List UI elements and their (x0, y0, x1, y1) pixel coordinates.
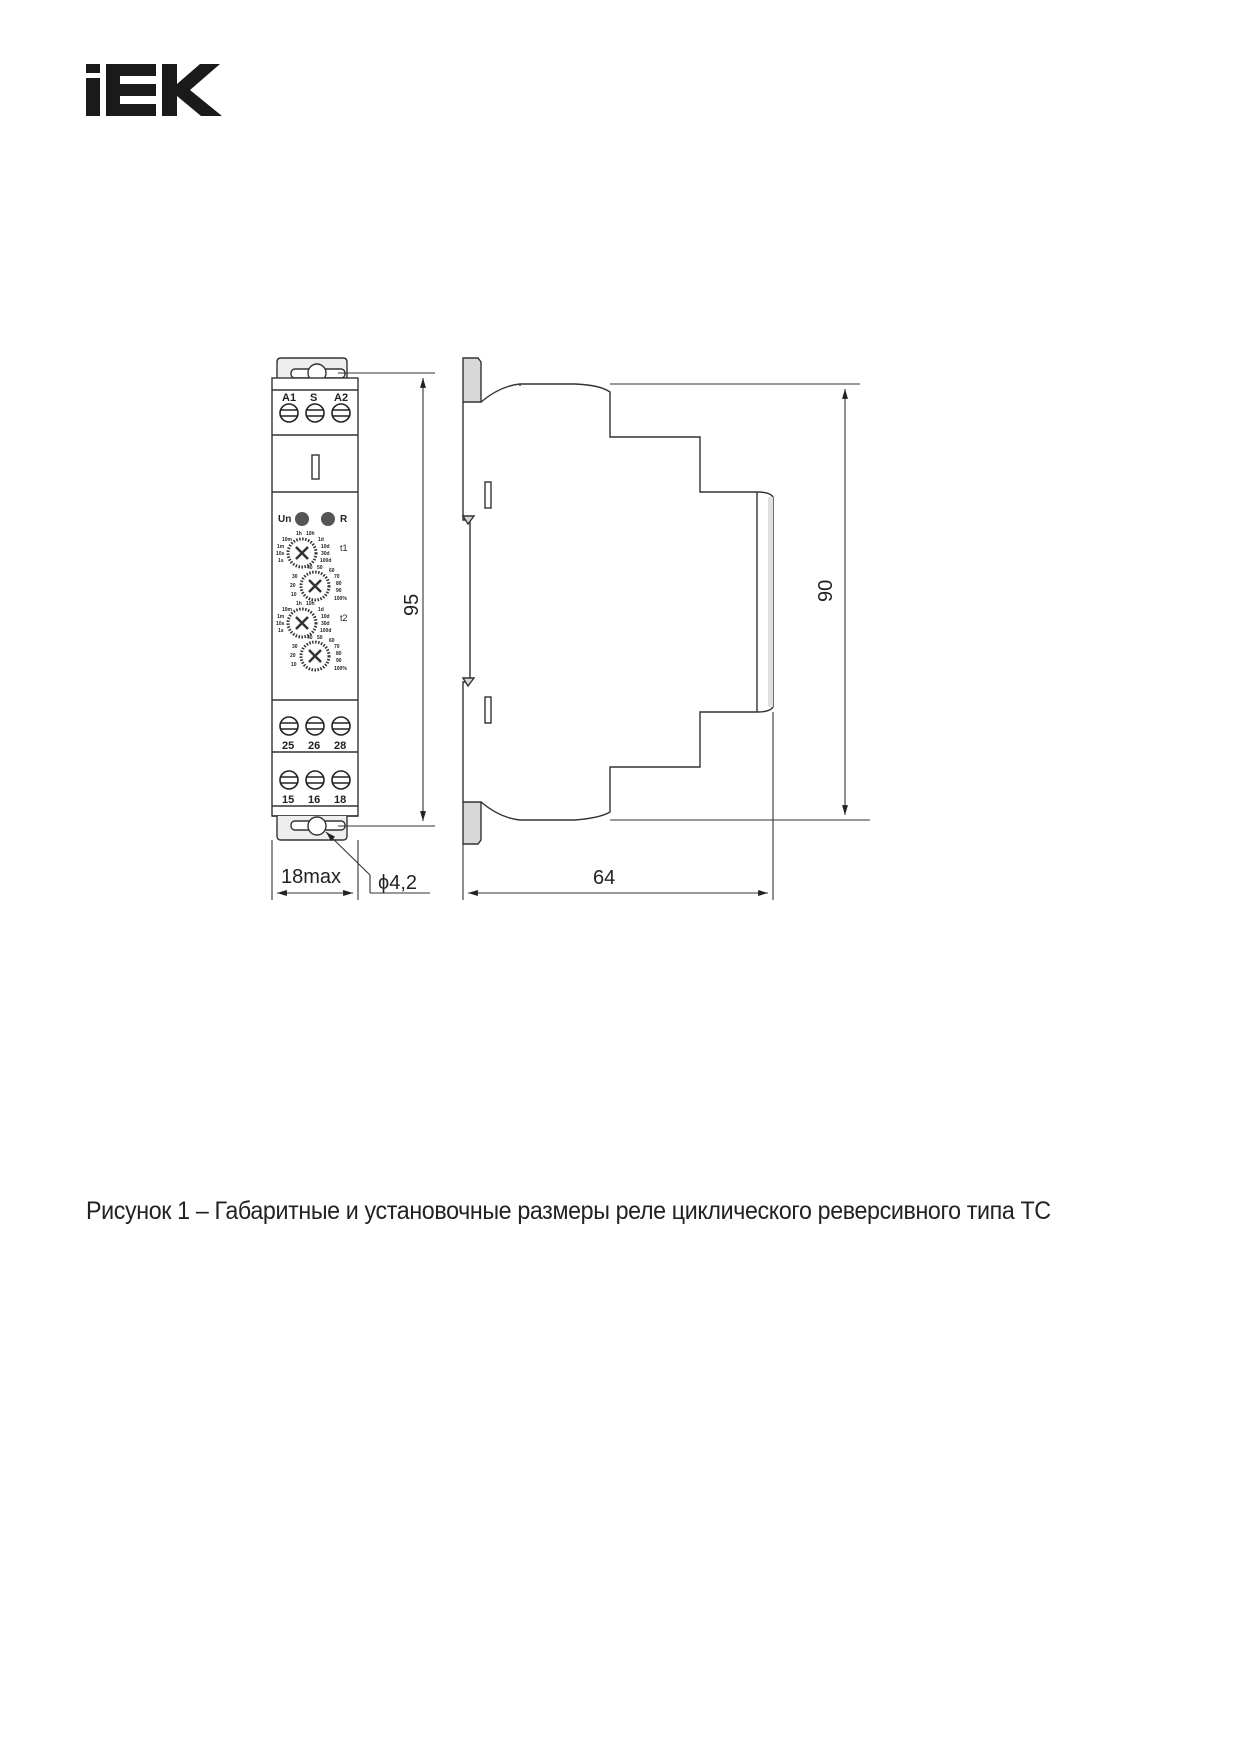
terminal-label-25: 25 (282, 740, 295, 752)
terminal-label-18: 18 (334, 794, 347, 806)
svg-text:10s: 10s (276, 551, 285, 557)
dim-rail-90: 90 (815, 579, 837, 602)
svg-text:10s: 10s (276, 621, 285, 627)
svg-text:10: 10 (291, 592, 297, 598)
terminal-label-a1: A1 (282, 392, 297, 404)
svg-text:10d: 10d (321, 614, 330, 620)
svg-text:1m: 1m (277, 614, 285, 620)
led-label-un: Un (278, 514, 292, 525)
svg-text:70: 70 (334, 644, 340, 650)
dial-label-t2: t2 (340, 613, 348, 623)
svg-text:10m: 10m (282, 607, 293, 613)
svg-text:90: 90 (336, 588, 342, 594)
dim-height-95: 95 (401, 593, 423, 616)
svg-text:1s: 1s (278, 628, 284, 634)
svg-text:30d: 30d (321, 621, 330, 627)
svg-text:1s: 1s (278, 558, 284, 564)
led-un (295, 512, 309, 526)
svg-text:1h: 1h (296, 531, 302, 537)
svg-text:80: 80 (336, 651, 342, 657)
bottom-mount-hole (308, 817, 326, 835)
svg-text:30: 30 (292, 644, 298, 650)
terminal-label-a2: A2 (334, 392, 349, 404)
top-screws (280, 404, 350, 422)
svg-text:40: 40 (307, 565, 313, 571)
svg-text:60: 60 (329, 568, 335, 574)
svg-text:20: 20 (290, 653, 296, 659)
svg-text:1m: 1m (277, 544, 285, 550)
svg-text:100%: 100% (334, 596, 347, 602)
terminal-label-16: 16 (308, 794, 321, 806)
svg-text:10h: 10h (306, 531, 315, 537)
svg-text:100d: 100d (320, 558, 332, 564)
svg-text:30d: 30d (321, 551, 330, 557)
svg-text:30: 30 (292, 574, 298, 580)
svg-text:50: 50 (317, 635, 323, 641)
svg-text:20: 20 (290, 583, 296, 589)
svg-text:70: 70 (334, 574, 340, 580)
svg-text:1d: 1d (318, 607, 324, 613)
side-view (463, 358, 773, 844)
figure-caption: Рисунок 1 – Габаритные и установочные размеры реле циклического реверсивного типа ТС (86, 1197, 1051, 1225)
svg-text:50: 50 (317, 565, 323, 571)
svg-text:100d: 100d (320, 628, 332, 634)
svg-text:10: 10 (291, 662, 297, 668)
svg-text:10d: 10d (321, 544, 330, 550)
svg-text:80: 80 (336, 581, 342, 587)
terminal-label-s: S (310, 392, 318, 404)
svg-text:60: 60 (329, 638, 335, 644)
svg-text:1h: 1h (296, 601, 302, 607)
svg-text:100%: 100% (334, 666, 347, 672)
svg-text:90: 90 (336, 658, 342, 664)
svg-text:10h: 10h (306, 601, 315, 607)
terminal-label-15: 15 (282, 794, 295, 806)
led-r (321, 512, 335, 526)
svg-text:10m: 10m (282, 537, 293, 543)
led-label-r: R (340, 514, 348, 525)
svg-text:1d: 1d (318, 537, 324, 543)
terminal-label-26: 26 (308, 740, 321, 752)
dim-depth-64: 64 (593, 867, 616, 889)
terminal-label-28: 28 (334, 740, 347, 752)
dim-width-18max: 18max (281, 866, 342, 888)
svg-text:40: 40 (307, 635, 313, 641)
middle-screws (280, 717, 350, 735)
bottom-screws (280, 771, 350, 789)
dial-label-t1: t1 (340, 543, 348, 553)
dim-hole: ϕ4,2 (378, 872, 418, 894)
